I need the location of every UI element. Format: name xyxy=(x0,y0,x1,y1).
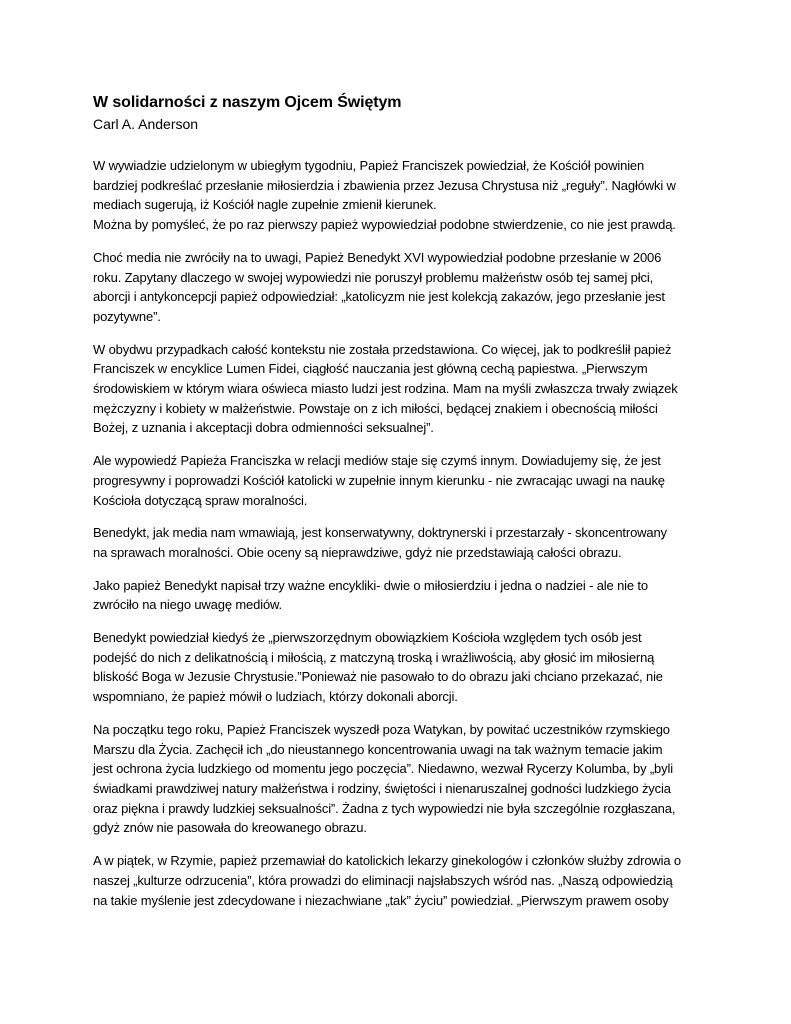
body-paragraph xyxy=(93,523,705,562)
text-line: Franciszek w encyklice Lumen Fidei, ciągłość nauczania jest główną cechą papiestwa. „Pierwszym xyxy=(93,361,648,377)
text-line: jest ochrona życia ludzkiego od momentu jego poczęcia”. Niedawno, wezwał Rycerzy Kolumba, by „byli xyxy=(93,761,673,777)
text-line: bardziej podkreślać przesłanie miłosierdzia i zbawienia przez Jezusa Chrystusa niż „reguły”. Nagłówki w xyxy=(93,177,676,193)
text-line: bliskość Boga w Jezusie Chrystusie.”Ponieważ nie pasowało to do obrazu jaki chciano przekazać, nie xyxy=(93,669,663,685)
body-paragraph xyxy=(93,451,705,510)
text-line: aborcji i antykoncepcji papież odpowiedział: „katolicyzm nie jest kolekcją zakazów, jego przesłanie jest xyxy=(93,289,665,305)
text-line: na takie myślenie jest zdecydowane i niezachwiane „tak” życiu” powiedział. „Pierwszym prawem osoby xyxy=(93,892,669,908)
text-line: mediach sugerują, iż Kościół nagle zupełnie zmienił kierunek. xyxy=(93,197,437,213)
text-line: Marszu dla Życia. Zachęcił ich „do nieustannego koncentrowania uwagi na tak ważnym temacie jakim xyxy=(93,741,663,757)
text-line: zwróciło na niego uwagę mediów. xyxy=(93,597,283,613)
text-line: Choć media nie zwróciły na to uwagi, Papież Benedykt XVI wypowiedział podobne przesłanie w 2006 xyxy=(93,249,662,265)
text-line: na sprawach moralności. Obie oceny są nieprawdziwe, gdyż nie przedstawiają całości obrazu. xyxy=(93,544,622,560)
document-body xyxy=(93,156,705,910)
text-line: W wywiadzie udzielonym w ubiegłym tygodniu, Papież Franciszek powiedział, że Kościół powinien xyxy=(93,158,645,173)
body-paragraph xyxy=(93,576,705,615)
document-page xyxy=(93,92,705,923)
text-line: Na początku tego roku, Papież Franciszek wyszedł poza Watykan, by powitać uczestników rzymskiego xyxy=(93,721,670,737)
document-title: W solidarności z naszym Ojcem Świętym xyxy=(93,94,402,111)
body-paragraph xyxy=(93,340,705,439)
text-line: wspomniano, że papież mówił o ludziach, którzy dokonali aborcji. xyxy=(93,689,458,705)
text-line: Jako papież Benedykt napisał trzy ważne encykliki- dwie o miłosierdziu i jedna o nadziei - ale nie to xyxy=(93,577,648,593)
text-line: A w piątek, w Rzymie, papież przemawiał do katolickich lekarzy ginekologów i członków służby zdrowia o xyxy=(93,853,682,869)
text-line: progresywny i poprowadzi Kościół katolicki w zupełnie innym kierunku - nie zwracając uwagi na naukę xyxy=(93,472,665,488)
text-line: naszej „kulturze odrzucenia”, która prowadzi do eliminacji najsłabszych wśród nas. „Naszą odpowiedzią xyxy=(93,872,673,888)
body-paragraph xyxy=(93,248,705,327)
text-line: roku. Zapytany dlaczego w swojej wypowiedzi nie poruszył problemu małżeństw osób tej samej płci, xyxy=(93,269,654,285)
text-line: świadkami prawdziwej natury małżeństwa i rodziny, świętości i nienaruszalnej godności ludzkiego życia xyxy=(93,780,671,796)
text-line: gdyż znów nie pasowała do kreowanego obrazu. xyxy=(93,820,367,836)
text-line: Kościoła dotyczącą spraw moralności. xyxy=(93,492,308,508)
text-line: podejść do nich z delikatnością i miłością, z matczyną troską i wrażliwością, aby głosić im miłosierną xyxy=(93,649,655,665)
text-line: oraz piękna i prawdy ludzkiej seksualności”. Żadna z tych wypowiedzi nie była szczególnie rozgłaszana, xyxy=(93,800,676,816)
text-line: Benedykt, jak media nam wmawiają, jest konserwatywny, doktrynerski i przestarzały - skoncentrowany xyxy=(93,525,667,541)
text-line: Można by pomyśleć, że po raz pierwszy papież wypowiedział podobne stwierdzenie, co nie jest prawdą. xyxy=(93,217,676,233)
text-line: mężczyzny i kobiety w małżeństwie. Powstaje on z ich miłości, będącej znakiem i obecnością miłości xyxy=(93,400,658,416)
text-line: pozytywne”. xyxy=(93,308,161,324)
text-line: Ale wypowiedź Papieża Franciszka w relacji mediów staje się czymś innym. Dowiadujemy się, że jest xyxy=(93,453,661,469)
body-paragraph xyxy=(93,720,705,838)
body-paragraph xyxy=(93,628,705,707)
text-line: środowiskiem w którym wiara oświeca miasto ludzi jest rodzina. Mam na myśli zwłaszcza trwały związek xyxy=(93,381,678,397)
body-paragraph xyxy=(93,156,705,235)
text-line: Benedykt powiedział kiedyś że „pierwszorzędnym obowiązkiem Kościoła względem tych osób jest xyxy=(93,630,642,646)
body-paragraph xyxy=(93,851,705,910)
text-line: Bożej, z uznania i akceptacji dobra odmienności seksualnej”. xyxy=(93,420,434,436)
document-author: Carl A. Anderson xyxy=(93,116,199,132)
text-line: W obydwu przypadkach całość kontekstu nie została przedstawiona. Co więcej, jak to podkreślił papież xyxy=(93,341,672,357)
